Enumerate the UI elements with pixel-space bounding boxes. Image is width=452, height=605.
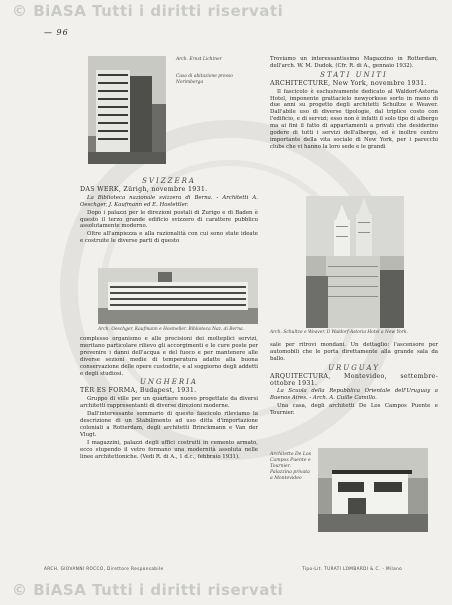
- section-head-uruguay: URUGUAY: [328, 363, 380, 372]
- paragraph: sale per ritrovi mondani. Un dettaglio: l'ascensore per automobili che le porta direttamente alla grande sala da ballo.: [270, 342, 438, 362]
- paragraph: Gruppo di ville per un quartiere nuovo progettate da diversi architetti rappresentanti di diverse direzioni moderne.: [80, 396, 258, 410]
- photo-note: Casa di abitazione presso Norimberga: [176, 74, 233, 85]
- lead-architecture: ARCHITECTURE, New York, novembre 1931.: [270, 79, 427, 87]
- section-head-stati-uniti: STATI UNITI: [320, 70, 388, 79]
- lead-arquitectura: ARQUITECTURA, Montevideo, settembre-ottobre 1931.: [270, 372, 438, 387]
- section-head-ungheria: UNGHERIA: [140, 378, 198, 387]
- photo-library: [98, 268, 258, 324]
- lead-ter-es-forma: TÉR ES FORMA, Budapest, 1931.: [80, 387, 197, 395]
- paragraph: I magazzini, palazzi degli uffici costruiti in cemento armato, ecco stupendo il vetro formano una modernità assoluta nelle linee architettoniche. (Vedi R. di A., 1 d.c., febbraio 1931).: [80, 439, 258, 460]
- villa-drawing: [318, 448, 428, 532]
- paragraph: La Biblioteca nazionale svizzera di Berna. - Architetti A. Oeschger, J. Kaufmann ed E. Hostettler.: [80, 194, 258, 208]
- paragraph: Troviamo un interessantissimo Magazzino in Rotterdam, dell'arch. W. M. Dudok. (Cfr. R. di A., gennaio 1932).: [270, 56, 438, 69]
- lead-das-werk: DAS WERK, Zürigh, novembre 1931.: [80, 185, 208, 193]
- photo-caption-library: Arch. Oeschger, Kaufmann e Hosmeller. Biblioteca Naz. di Berna.: [98, 327, 245, 332]
- paragraph: La Scuola della Repubblica Orientale dell'Uruguay a Buenos Aires. - Arch. A. Cuille Camillo.: [270, 388, 438, 402]
- page-number: — 96: [44, 28, 69, 37]
- left-column-lower: [80, 336, 258, 461]
- paragraph: Dall'interessante sommario di questo fascicolo rileviamo la descrizione di un Stabilimento ad uso ditta d'importazione coloniali a Rotterdam, degli architetti Brinckmann e Van der Vlugt.: [80, 411, 258, 438]
- photo-caption-waldorf: Arch. Schultze e Weaver. Il Waldorf-Astoria Hotel a New York.: [270, 330, 408, 335]
- footer-director: ARCH. GIOVANNI ROCCO, Direttore Responsabile: [44, 566, 164, 571]
- photo-credit: Arch. Ernst Lichtner: [176, 57, 222, 62]
- left-column-upper: [80, 176, 258, 246]
- skyscraper-drawing: [306, 196, 404, 328]
- photo-waldorf-astoria: [306, 196, 404, 328]
- paragraph: Dopo i palazzi per le direzioni postali di Zurigo e di Baden è questo il terzo grande edificio svizzero di carattere pubblico assolutamente moderno.: [80, 209, 258, 230]
- right-column-upper: [270, 56, 438, 152]
- photo-montevideo-villa: [318, 448, 428, 532]
- paragraph: complesso organismo e alle precisioni dei molteplici servizi, meritano particolare rilievo gli accorgimenti e le cure poste per prevenire i danni dell'acqua e del fuoco e per mantenere alle diverse sezioni medie di temperatura adatte alla buona conservazione delle opere custodite, e al soggiorno degli addetti e degli studiosi.: [80, 336, 258, 377]
- paragraph: Oltre all'ampiezza e alla razionalità con cui sono state ideate e costruite le diverse parti di questo: [80, 231, 258, 245]
- photo-label-montevideo: Architetto De Los Campos Puente e Tournier. Palazzina privata a Montevideo: [270, 452, 312, 481]
- photo-apartment-building: [88, 56, 166, 164]
- footer-printer: Tipo-Lit. TURATI LOMBARDI & C. - Milano: [302, 566, 403, 571]
- library-drawing: [98, 268, 258, 324]
- section-head-svizzera: SVIZZERA: [142, 177, 196, 185]
- right-column-lower: [270, 342, 438, 418]
- paragraph: Una casa, degli architetti De Los Campos Puente e Tournier.: [270, 403, 438, 417]
- apartment-building-drawing: [88, 56, 166, 164]
- watermark-bottom: © BiASA Tutti i diritti riservati: [12, 581, 284, 599]
- paragraph: Il fascicolo è esclusivamente dedicato al Waldorf-Astoria Hotel, imponente grattacielo newyorkese sorto in meno di due anni su progetto degli architetti Schultze e Weaver. Dall'abile uso di diverse tipologie, dal triplice costo con l'edificio, e di servizi; esso non è infatti il solo tipo di albergo ma ai fini il fatto di appartamenti a privati che desiderino godere di tutti i servizi dell'albergo, ed è inoltre centro importante della vita sociale di New York, per i parecchi clubs che vi hanno la loro sede e le grandi: [270, 88, 438, 150]
- watermark-top: © BiASA Tutti i diritti riservati: [12, 2, 284, 20]
